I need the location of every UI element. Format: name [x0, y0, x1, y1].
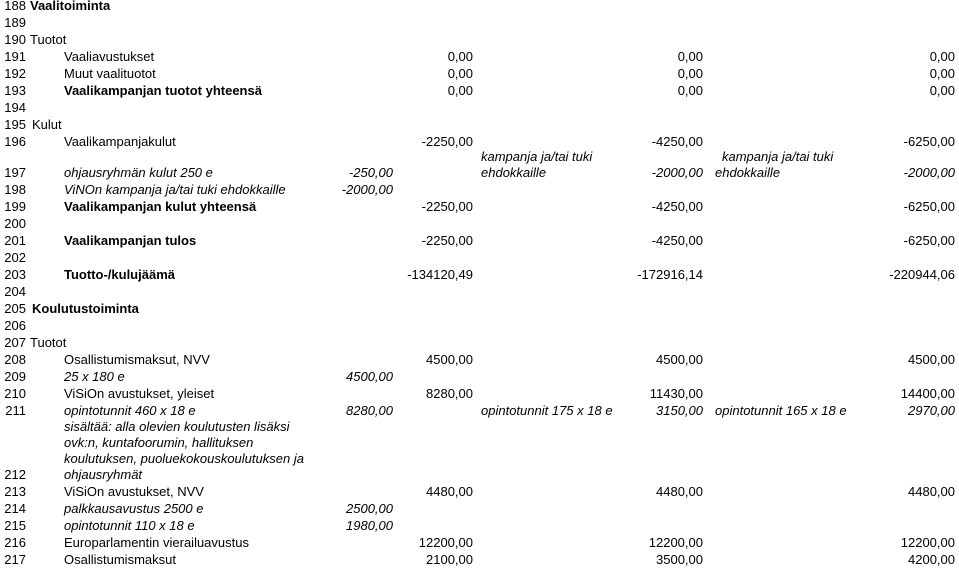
row-number: 207 [4, 335, 26, 350]
value-col2: 0,00 [447, 49, 473, 64]
value-col4: 12200,00 [900, 535, 955, 550]
table-row [0, 232, 959, 249]
row-number: 206 [4, 318, 26, 333]
row-number: 217 [4, 552, 26, 567]
row-number: 192 [4, 66, 26, 81]
table-row [0, 517, 959, 534]
table-row [0, 351, 959, 368]
table-row [0, 14, 959, 31]
value-col4: 14400,00 [900, 386, 955, 401]
value-col4: -6250,00 [903, 199, 955, 214]
row-label: ViSiOn avustukset, NVV [64, 484, 204, 499]
value-col4: 0,00 [929, 83, 955, 98]
note-line: sisältää: alla olevien koulutusten lisäksi [64, 419, 290, 434]
value-col2: -2250,00 [421, 134, 473, 149]
value-col3: 0,00 [677, 83, 703, 98]
table-row [0, 48, 959, 65]
row-number: 210 [4, 386, 26, 401]
row-number: 211 [5, 403, 26, 418]
value-col2: 4480,00 [426, 484, 473, 499]
value-col4: 0,00 [929, 49, 955, 64]
value-col3: -2000,00 [651, 165, 703, 180]
value-col3: -172916,14 [637, 267, 703, 282]
table-row [0, 65, 959, 82]
row-number: 196 [4, 134, 26, 149]
value-col2: 8280,00 [426, 386, 473, 401]
row-number: 201 [4, 233, 26, 248]
value-col3: 0,00 [677, 66, 703, 81]
table-row [0, 150, 959, 182]
row-number: 193 [4, 83, 26, 98]
value-col3: 12200,00 [648, 535, 703, 550]
value-col4: 2970,00 [908, 403, 955, 418]
value-col2: 2100,00 [426, 552, 473, 567]
value-col2: 0,00 [447, 66, 473, 81]
row-label: Vaalikampanjakulut [64, 134, 176, 149]
table-row [0, 283, 959, 300]
row-label: Vaalikampanjan tuotot yhteensä [64, 83, 262, 98]
row-label: ohjausryhmän kulut 250 e [64, 165, 213, 180]
value-col4: 4500,00 [908, 352, 955, 367]
value-col4: -6250,00 [903, 134, 955, 149]
note-col2-line1: kampanja ja/tai tuki [481, 149, 593, 164]
value-col2: -2250,00 [421, 199, 473, 214]
table-row [0, 317, 959, 334]
row-label: Tuotto-/kulujäämä [64, 267, 175, 282]
value-col1: 8280,00 [346, 403, 393, 418]
row-number: 197 [4, 165, 26, 180]
row-number: 189 [4, 15, 26, 30]
table-row [0, 266, 959, 283]
row-label: Vaaliavustukset [64, 49, 155, 64]
row-number: 204 [4, 284, 26, 299]
table-row [0, 500, 959, 517]
row-label: Osallistumismaksut, NVV [64, 352, 210, 367]
value-col4: -6250,00 [903, 233, 955, 248]
value-col3: 0,00 [677, 49, 703, 64]
group-label: Tuotot [30, 335, 67, 350]
value-col4: 4200,00 [908, 552, 955, 567]
row-number: 195 [4, 117, 26, 132]
table-row [0, 368, 959, 385]
value-col3: 4500,00 [656, 352, 703, 367]
row-number: 202 [4, 250, 26, 265]
row-label: Europarlamentin vierailuavustus [64, 535, 249, 550]
section-heading: Vaalitoiminta [30, 0, 111, 13]
value-col2: -134120,49 [407, 267, 473, 282]
row-label: ViNOn kampanja ja/tai tuki ehdokkaille [64, 182, 286, 197]
table-row [0, 534, 959, 551]
table-row [0, 418, 959, 484]
table-row [0, 181, 959, 198]
row-number: 215 [4, 518, 26, 533]
value-col2: 4500,00 [426, 352, 473, 367]
section-heading: Koulutustoiminta [32, 301, 139, 316]
value-col3: -4250,00 [651, 199, 703, 214]
value-col3: 3150,00 [656, 403, 703, 418]
table-row [0, 402, 959, 419]
table-row [0, 0, 959, 14]
table-row [0, 300, 959, 317]
value-col4: 0,00 [929, 66, 955, 81]
row-number: 208 [4, 352, 26, 367]
row-label: 25 x 180 e [64, 369, 125, 384]
row-number: 205 [4, 301, 26, 316]
table-row [0, 334, 959, 351]
row-number: 203 [4, 267, 26, 282]
row-label: ViSiOn avustukset, yleiset [64, 386, 215, 401]
note-col2: opintotunnit 175 x 18 e [481, 403, 613, 418]
value-col3: 11430,00 [649, 386, 703, 401]
value-col1: 4500,00 [346, 369, 393, 384]
row-number: 209 [4, 369, 26, 384]
row-label: Vaalikampanjan tulos [64, 233, 197, 248]
value-col1: 1980,00 [346, 518, 393, 533]
note-line: ohjausryhmät [64, 467, 143, 482]
row-label: Vaalikampanjan kulut yhteensä [64, 199, 257, 214]
value-col1: -250,00 [348, 165, 393, 180]
value-col3: 3500,00 [656, 552, 703, 567]
table-row [0, 215, 959, 232]
row-number: 212 [4, 467, 26, 482]
value-col2: 0,00 [447, 83, 473, 98]
value-col2: 12200,00 [418, 535, 473, 550]
table-row [0, 483, 959, 500]
row-number: 188 [4, 0, 26, 13]
row-label: Osallistumismaksut [64, 552, 176, 567]
value-col1: -2000,00 [341, 182, 393, 197]
row-number: 194 [4, 100, 26, 115]
value-col3: -4250,00 [651, 233, 703, 248]
row-label: opintotunnit 460 x 18 e [64, 403, 196, 418]
table-row [0, 198, 959, 215]
row-number: 198 [4, 182, 26, 197]
note-line: ovk:n, kuntafoorumin, hallituksen [64, 435, 254, 450]
row-number: 216 [4, 535, 26, 550]
note-col3-line2: ehdokkaille [715, 165, 781, 180]
group-label: Kulut [32, 117, 62, 132]
row-label: opintotunnit 110 x 18 e [64, 518, 195, 533]
row-number: 213 [4, 484, 26, 499]
table-row [0, 116, 959, 133]
value-col3: 4480,00 [656, 484, 703, 499]
table-row [0, 31, 959, 48]
note-col3-line1: kampanja ja/tai tuki [722, 149, 834, 164]
note-line: koulutuksen, puoluekokouskoulutuksen ja [64, 451, 304, 466]
value-col4: -2000,00 [903, 165, 955, 180]
row-number: 191 [4, 49, 26, 64]
row-number: 190 [4, 32, 26, 47]
value-col2: -2250,00 [421, 233, 473, 248]
group-label: Tuotot [30, 32, 67, 47]
value-col4: 4480,00 [908, 484, 955, 499]
value-col1: 2500,00 [346, 501, 393, 516]
value-col4: -220944,06 [889, 267, 955, 282]
table-row [0, 99, 959, 116]
row-number: 200 [4, 216, 26, 231]
table-row [0, 385, 959, 402]
row-number: 199 [4, 199, 26, 214]
row-number: 214 [4, 501, 26, 516]
row-label: Muut vaalituotot [64, 66, 156, 81]
row-label: palkkausavustus 2500 e [64, 501, 204, 516]
table-row [0, 249, 959, 266]
note-col3: opintotunnit 165 x 18 e [715, 403, 847, 418]
value-col3: -4250,00 [651, 134, 703, 149]
table-row [0, 82, 959, 99]
note-col2-line2: ehdokkaille [481, 165, 547, 180]
table-row [0, 551, 959, 568]
